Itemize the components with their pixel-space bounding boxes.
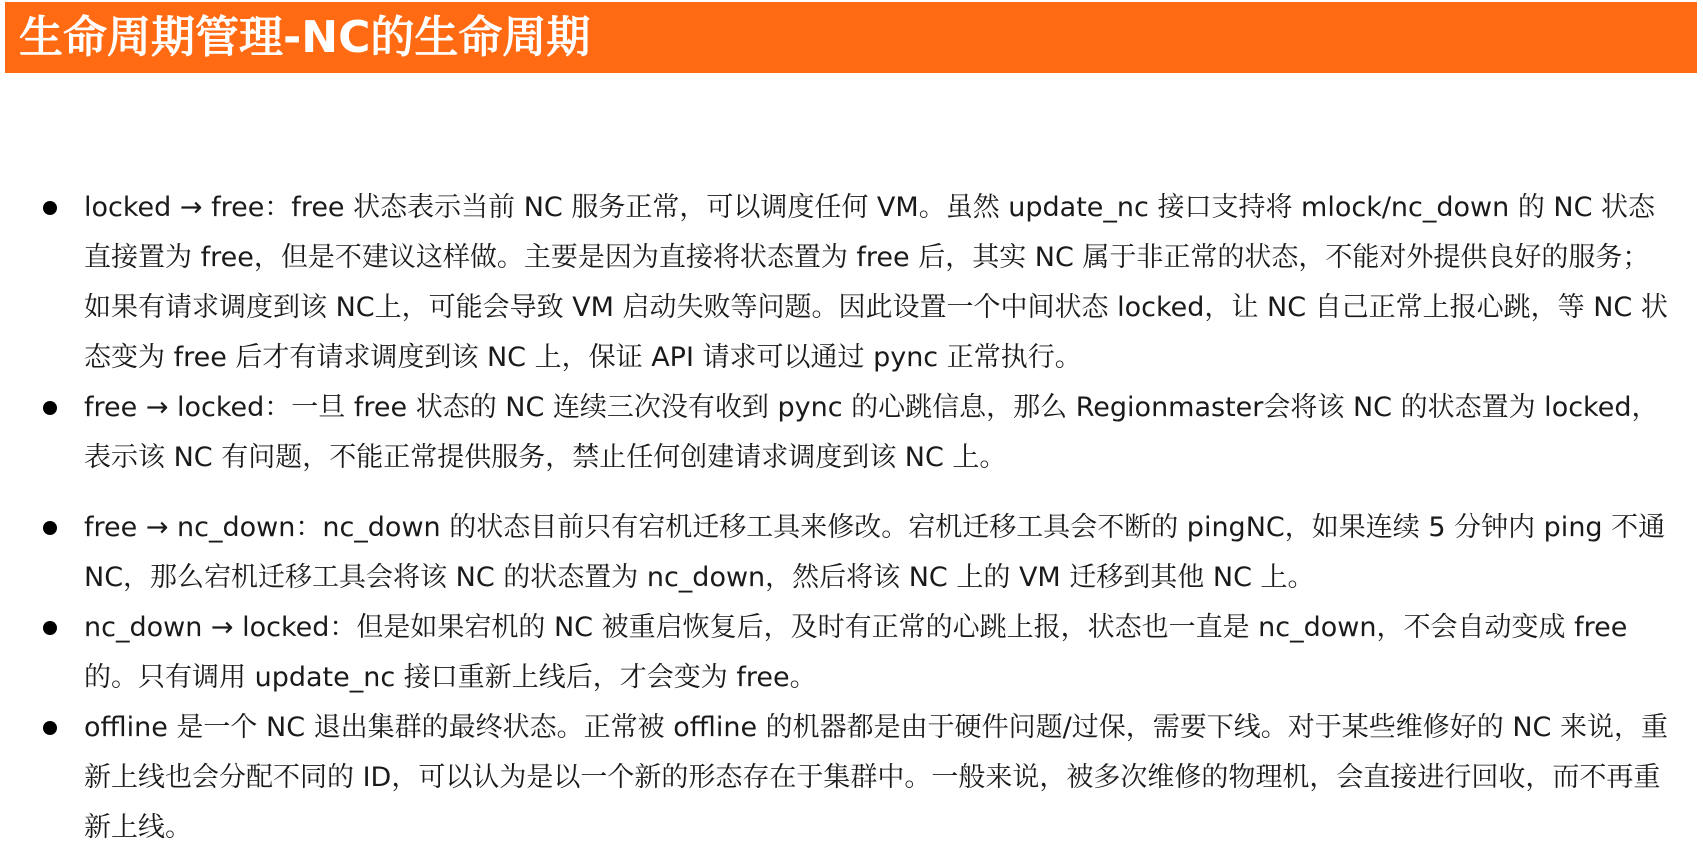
bullet-text: nc_down → locked：但是如果宕机的 NC 被重启恢复后，及时有正常的心跳上报，状态也一直是 nc_down，不会自动变成 free 的。只有调用 update_nc 接口重新上线后，才会变为 free。	[84, 612, 1628, 693]
bullet-dot-icon	[43, 401, 57, 415]
bullet-text: free → nc_down：nc_down 的状态目前只有宕机迁移工具来修改。宕机迁移工具会不断的 pingNC，如果连续 5 分钟内 ping 不通 NC，那么宕机迁移工具会将该 NC 的状态置为 nc_down，然后将该 NC 上的 VM 迁移到其他 NC 上。	[84, 512, 1666, 593]
bullet-text: locked → free：free 状态表示当前 NC 服务正常，可以调度任何 VM。虽然 update_nc 接口支持将 mlock/nc_down 的 NC 状态直接置为 free，但是不建议这样做。主要是因为直接将状态置为 free 后，其实 NC 属于非正常的状态，不能对外提供良好的服务；如果有请求调度到该 NC上，可能会导致 VM 启动失败等问题。因此设置一个中间状态 locked，让 NC 自己正常上报心跳，等 NC 状态变为 free 后才有请求调度到该 NC 上，保证 API 请求可以通过 pync 正常执行。	[84, 192, 1668, 373]
title-bar	[5, 2, 1697, 73]
bullet-item-nc-down-to-locked	[0, 603, 1672, 703]
bullet-dot-icon	[43, 201, 57, 215]
bullet-item-free-to-locked	[0, 383, 1672, 483]
bullet-item-free-to-nc-down	[0, 503, 1672, 603]
bullet-dot-icon	[43, 521, 57, 535]
bullet-item-locked-to-free	[0, 183, 1672, 383]
bullet-item-offline	[0, 703, 1672, 853]
bullet-text: free → locked：一旦 free 状态的 NC 连续三次没有收到 pync 的心跳信息，那么 Regionmaster会将该 NC 的状态置为 locked，表示该 NC 有问题，不能正常提供服务，禁止任何创建请求调度到该 NC 上。	[84, 392, 1659, 473]
page-title: 生命周期管理-NC的生命周期	[19, 12, 591, 63]
bullet-text: offline 是一个 NC 退出集群的最终状态。正常被 offline 的机器都是由于硬件问题/过保，需要下线。对于某些维修好的 NC 来说，重新上线也会分配不同的 ID，可以认为是以一个新的形态存在于集群中。一般来说，被多次维修的物理机，会直接进行回收，而不再重新上线。	[84, 712, 1668, 843]
bullet-list	[0, 183, 1703, 853]
bullet-dot-icon	[43, 721, 57, 735]
bullet-dot-icon	[43, 621, 57, 635]
